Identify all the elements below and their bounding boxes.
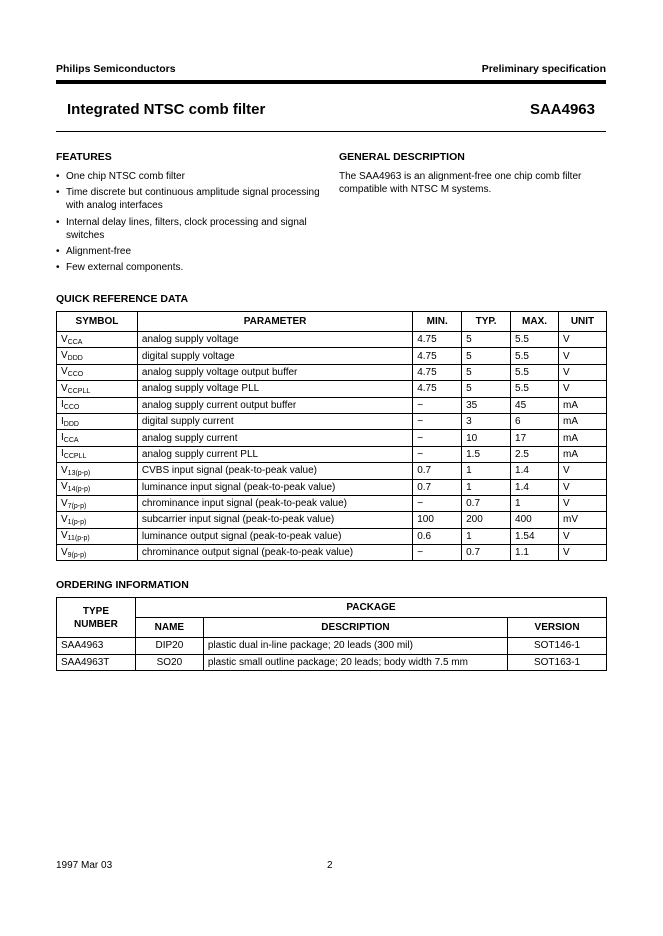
min-cell: − bbox=[413, 495, 462, 511]
bullet-icon: • bbox=[56, 216, 60, 228]
parameter-cell: chrominance output signal (peak-to-peak value) bbox=[137, 545, 412, 561]
parameter-cell: luminance output signal (peak-to-peak value) bbox=[137, 528, 412, 544]
parameter-cell: chrominance input signal (peak-to-peak value) bbox=[137, 495, 412, 511]
symbol-subscript: CCPLL bbox=[63, 453, 87, 461]
features-list bbox=[56, 170, 326, 277]
max-cell: 1.54 bbox=[511, 528, 559, 544]
unit-cell: V bbox=[559, 495, 607, 511]
symbol-subscript: CCO bbox=[63, 404, 80, 412]
unit-cell: mA bbox=[559, 430, 607, 446]
symbol-cell bbox=[57, 397, 138, 413]
features-heading: FEATURES bbox=[56, 151, 112, 163]
typ-cell: 0.7 bbox=[462, 495, 511, 511]
typ-cell: 1.5 bbox=[462, 446, 511, 462]
version-cell: SOT163-1 bbox=[508, 654, 607, 671]
max-cell: 17 bbox=[511, 430, 559, 446]
company-name: Philips Semiconductors bbox=[56, 63, 176, 75]
symbol-letter: V bbox=[61, 350, 68, 362]
symbol-subscript: 11(p-p) bbox=[67, 535, 90, 543]
symbol-letter: V bbox=[61, 333, 68, 345]
type-number-cell: SAA4963 bbox=[57, 638, 136, 655]
symbol-letter: V bbox=[61, 546, 68, 558]
column-header: SYMBOL bbox=[57, 312, 138, 332]
ordering-heading: ORDERING INFORMATION bbox=[56, 579, 189, 591]
max-cell: 5.5 bbox=[511, 332, 559, 348]
symbol-letter: V bbox=[61, 497, 68, 509]
symbol-letter: V bbox=[61, 464, 68, 476]
max-cell: 5.5 bbox=[511, 348, 559, 364]
table-row bbox=[57, 512, 607, 528]
table-row bbox=[57, 545, 607, 561]
symbol-subscript: 7(p-p) bbox=[67, 502, 87, 510]
symbol-subscript: 13(p-p) bbox=[67, 469, 91, 477]
min-cell: 4.75 bbox=[413, 381, 462, 397]
symbol-cell bbox=[57, 332, 138, 348]
parameter-cell: analog supply voltage bbox=[137, 332, 412, 348]
column-header: TYP. bbox=[462, 312, 511, 332]
typ-cell: 1 bbox=[462, 463, 511, 479]
table-header-row bbox=[57, 598, 607, 618]
symbol-subscript: 14(p-p) bbox=[67, 486, 91, 494]
symbol-cell bbox=[57, 495, 138, 511]
column-header: UNIT bbox=[559, 312, 607, 332]
header-rule bbox=[56, 80, 606, 84]
symbol-cell bbox=[57, 479, 138, 495]
symbol-subscript: DDD bbox=[67, 355, 83, 363]
document-status: Preliminary specification bbox=[481, 63, 606, 75]
symbol-cell bbox=[57, 381, 138, 397]
symbol-letter: V bbox=[61, 513, 68, 525]
table-row bbox=[57, 381, 607, 397]
list-item bbox=[56, 261, 326, 274]
column-header-package: PACKAGE bbox=[135, 598, 606, 618]
symbol-cell bbox=[57, 364, 138, 380]
max-cell: 5.5 bbox=[511, 364, 559, 380]
symbol-subscript: CCA bbox=[63, 437, 79, 445]
parameter-cell: analog supply voltage output buffer bbox=[137, 364, 412, 380]
unit-cell: V bbox=[559, 479, 607, 495]
table-row bbox=[57, 348, 607, 364]
feature-text: Internal delay lines, filters, clock processing and signal switches bbox=[66, 216, 307, 241]
parameter-cell: digital supply current bbox=[137, 413, 412, 429]
unit-cell: V bbox=[559, 332, 607, 348]
symbol-cell bbox=[57, 512, 138, 528]
unit-cell: mA bbox=[559, 413, 607, 429]
table-row bbox=[57, 463, 607, 479]
unit-cell: V bbox=[559, 528, 607, 544]
table-row bbox=[57, 528, 607, 544]
general-description-heading: GENERAL DESCRIPTION bbox=[339, 151, 465, 163]
column-header: NAME bbox=[135, 618, 203, 638]
unit-cell: mA bbox=[559, 397, 607, 413]
symbol-cell bbox=[57, 348, 138, 364]
min-cell: − bbox=[413, 545, 462, 561]
typ-cell: 0.7 bbox=[462, 545, 511, 561]
symbol-letter: V bbox=[61, 530, 68, 542]
column-header: MIN. bbox=[413, 312, 462, 332]
bullet-icon: • bbox=[56, 245, 60, 257]
bullet-icon: • bbox=[56, 262, 60, 274]
min-cell: 4.75 bbox=[413, 332, 462, 348]
parameter-cell: subcarrier input signal (peak-to-peak value) bbox=[137, 512, 412, 528]
parameter-cell: analog supply current bbox=[137, 430, 412, 446]
bullet-icon: • bbox=[56, 187, 60, 199]
symbol-cell bbox=[57, 430, 138, 446]
feature-text: Time discrete but continuous amplitude signal processing with analog interfaces bbox=[66, 187, 320, 212]
description-cell: plastic small outline package; 20 leads; body width 7.5 mm bbox=[203, 654, 507, 671]
column-header: PARAMETER bbox=[137, 312, 412, 332]
max-cell: 1 bbox=[511, 495, 559, 511]
quick-reference-heading: QUICK REFERENCE DATA bbox=[56, 293, 189, 305]
parameter-cell: analog supply voltage PLL bbox=[137, 381, 412, 397]
feature-text: Few external components. bbox=[66, 262, 184, 274]
ordering-table bbox=[56, 597, 607, 671]
typ-cell: 35 bbox=[462, 397, 511, 413]
typ-cell: 10 bbox=[462, 430, 511, 446]
list-item bbox=[56, 170, 326, 183]
parameter-cell: luminance input signal (peak-to-peak value) bbox=[137, 479, 412, 495]
type-number-cell: SAA4963T bbox=[57, 654, 136, 671]
parameter-cell: analog supply current output buffer bbox=[137, 397, 412, 413]
symbol-letter: V bbox=[61, 481, 68, 493]
typ-cell: 200 bbox=[462, 512, 511, 528]
unit-cell: mV bbox=[559, 512, 607, 528]
min-cell: 0.7 bbox=[413, 463, 462, 479]
max-cell: 400 bbox=[511, 512, 559, 528]
symbol-letter: I bbox=[61, 415, 64, 427]
symbol-letter: I bbox=[61, 399, 64, 411]
typ-cell: 5 bbox=[462, 332, 511, 348]
feature-text: Alignment-free bbox=[66, 245, 132, 257]
min-cell: 4.75 bbox=[413, 348, 462, 364]
column-header: VERSION bbox=[508, 618, 607, 638]
symbol-subscript: 9(p-p) bbox=[67, 551, 87, 559]
parameter-cell: analog supply current PLL bbox=[137, 446, 412, 462]
table-row bbox=[57, 446, 607, 462]
symbol-subscript: DDD bbox=[63, 420, 79, 428]
unit-cell: V bbox=[559, 463, 607, 479]
column-header-type-number: TYPE NUMBER bbox=[57, 598, 136, 638]
min-cell: − bbox=[413, 430, 462, 446]
list-item bbox=[56, 245, 326, 258]
table-row bbox=[57, 479, 607, 495]
bullet-icon: • bbox=[56, 171, 60, 182]
table-row bbox=[57, 654, 607, 671]
min-cell: 0.7 bbox=[413, 479, 462, 495]
package-name-cell: DIP20 bbox=[135, 638, 203, 655]
general-description-text: The SAA4963 is an alignment-free one chip comb filter compatible with NTSC M systems. bbox=[339, 171, 582, 195]
symbol-cell bbox=[57, 528, 138, 544]
max-cell: 2.5 bbox=[511, 446, 559, 462]
table-row bbox=[57, 495, 607, 511]
max-cell: 1.1 bbox=[511, 545, 559, 561]
list-item bbox=[56, 216, 326, 242]
parameter-cell: CVBS input signal (peak-to-peak value) bbox=[137, 463, 412, 479]
symbol-cell bbox=[57, 545, 138, 561]
typ-cell: 3 bbox=[462, 413, 511, 429]
min-cell: 4.75 bbox=[413, 364, 462, 380]
symbol-letter: I bbox=[61, 448, 64, 460]
table-header-row bbox=[57, 312, 607, 332]
page-title: Integrated NTSC comb filter bbox=[67, 101, 266, 118]
typ-cell: 5 bbox=[462, 381, 511, 397]
table-row bbox=[57, 397, 607, 413]
table-row bbox=[57, 364, 607, 380]
list-item bbox=[56, 186, 326, 212]
max-cell: 5.5 bbox=[511, 381, 559, 397]
table-row bbox=[57, 638, 607, 655]
typ-cell: 1 bbox=[462, 528, 511, 544]
min-cell: 100 bbox=[413, 512, 462, 528]
symbol-letter: I bbox=[61, 432, 64, 444]
parameter-cell: digital supply voltage bbox=[137, 348, 412, 364]
package-name-cell: SO20 bbox=[135, 654, 203, 671]
table-row bbox=[57, 332, 607, 348]
quick-reference-table bbox=[56, 311, 607, 561]
title-rule bbox=[56, 131, 606, 132]
max-cell: 6 bbox=[511, 413, 559, 429]
symbol-subscript: CCPLL bbox=[67, 387, 91, 395]
min-cell: − bbox=[413, 446, 462, 462]
feature-text: One chip NTSC comb filter bbox=[66, 171, 185, 182]
table-header-row bbox=[57, 618, 607, 638]
symbol-subscript: 1(p-p) bbox=[67, 518, 87, 526]
page-number: 2 bbox=[327, 860, 333, 871]
symbol-letter: V bbox=[61, 382, 68, 394]
unit-cell: mA bbox=[559, 446, 607, 462]
description-cell: plastic dual in-line package; 20 leads (300 mil) bbox=[203, 638, 507, 655]
column-header: DESCRIPTION bbox=[203, 618, 507, 638]
symbol-cell bbox=[57, 413, 138, 429]
symbol-cell bbox=[57, 463, 138, 479]
typ-cell: 1 bbox=[462, 479, 511, 495]
symbol-cell bbox=[57, 446, 138, 462]
symbol-subscript: CCA bbox=[67, 338, 83, 346]
symbol-subscript: CCO bbox=[67, 371, 84, 379]
unit-cell: V bbox=[559, 545, 607, 561]
version-cell: SOT146-1 bbox=[508, 638, 607, 655]
typ-cell: 5 bbox=[462, 348, 511, 364]
max-cell: 1.4 bbox=[511, 479, 559, 495]
symbol-letter: V bbox=[61, 366, 68, 378]
unit-cell: V bbox=[559, 381, 607, 397]
part-number: SAA4963 bbox=[529, 101, 595, 118]
column-header: MAX. bbox=[511, 312, 559, 332]
min-cell: − bbox=[413, 413, 462, 429]
max-cell: 45 bbox=[511, 397, 559, 413]
typ-cell: 5 bbox=[462, 364, 511, 380]
min-cell: 0.6 bbox=[413, 528, 462, 544]
table-row bbox=[57, 413, 607, 429]
unit-cell: V bbox=[559, 364, 607, 380]
unit-cell: V bbox=[559, 348, 607, 364]
min-cell: − bbox=[413, 397, 462, 413]
footer-date: 1997 Mar 03 bbox=[56, 860, 113, 871]
table-row bbox=[57, 430, 607, 446]
max-cell: 1.4 bbox=[511, 463, 559, 479]
